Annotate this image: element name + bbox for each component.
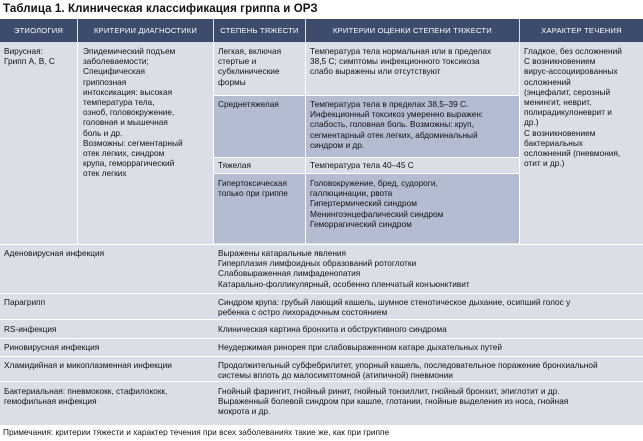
header-severity-criteria: КРИТЕРИИ ОЦЕНКИ СТЕПЕНИ ТЯЖЕСТИ	[306, 19, 519, 42]
header-course: ХАРАКТЕР ТЕЧЕНИЯ	[520, 19, 643, 42]
header-etiology: ЭТИОЛОГИЯ	[0, 19, 77, 42]
rs-infection-etiology: RS-инфекция	[4, 324, 57, 334]
column-divider	[305, 42, 306, 244]
rhinovirus-etiology: Риновирусная инфекция	[4, 342, 100, 352]
column-divider	[77, 42, 78, 244]
severity-medium: Среднетяжелая	[218, 99, 279, 109]
row-divider	[0, 319, 643, 320]
adenovirus-criteria: Выражены катаральные явления Гиперплазия лимфоидных образований ротоглотки Слабовыраженная лимфаденопатия Катарально-фолликулярный, особенно пленчатый конъюнктивит	[218, 248, 470, 289]
severity-hypertoxic: Гипертоксическая только при гриппе	[218, 178, 288, 199]
row-divider	[0, 356, 643, 357]
row-divider	[214, 95, 519, 96]
row-divider	[0, 293, 643, 294]
criteria-severe: Температура тела 40–45 С	[310, 160, 414, 170]
criteria-mild: Температура тела нормальная или в пределах 38,5 С; симптомы инфекционного токсикоза слабо выражены или отсутствуют	[310, 46, 492, 77]
row-divider	[0, 381, 643, 382]
column-divider	[519, 42, 520, 244]
header-severity: СТЕПЕНЬ ТЯЖЕСТИ	[214, 19, 305, 42]
bacterial-criteria: Гнойный фарингит, гнойный ринит, гнойный тонзиллит, гнойный бронхит, эпиглотит и др. Выраженный болевой синдром при кашле, глотании, гнойные выделения из носа, гнойная мокрота и др.	[218, 386, 569, 417]
row-divider	[0, 338, 643, 339]
row-divider	[214, 157, 519, 158]
rhinovirus-criteria: Неудержимая ринорея при слабовыраженном катаре дыхательных путей	[218, 342, 502, 352]
table-title: Таблица 1. Клиническая классификация гриппа и ОРЗ	[3, 3, 318, 15]
criteria-medium: Температура тела в пределах 38,5–39 С. Инфекционный токсикоз умеренно выражен: слабость, головная боль. Возможны: круп, сегментарный отек легких, абдоминальный синдром и др.	[310, 99, 484, 150]
severity-severe: Тяжелая	[218, 160, 251, 170]
header-diagnostics: КРИТЕРИИ ДИАГНОСТИКИ	[78, 19, 213, 42]
flu-etiology: Вирусная: Грипп А, В, С	[4, 46, 55, 67]
row-divider	[0, 244, 643, 245]
parainfluenza-etiology: Парагрипп	[4, 297, 46, 307]
footnote: Примечания: критерии тяжести и характер течения при всех заболеваниях такие же, как при гриппе	[3, 427, 390, 437]
parainfluenza-criteria: Синдром крупа: грубый лающий кашель, шумное стенотическое дыхание, осипший голос у ребенка с остро лихорадочным состоянием	[218, 297, 571, 318]
flu-course: Гладкое, без осложнений С возникновением вирус-ассоциированных осложнений (энцефалит, серозный менингит, неврит, полирадикулоневрит и др.) С возникновением бактериальных осложнений (пневмония, отит и др.)	[524, 46, 622, 169]
flu-diagnostics: Эпидемический подъем заболеваемости; Специфическая гриппозная интоксикация: высокая температура тела, озноб, головокружение, головная и мышечная боль и др. Возможны: сегментарный отек легких, синдром крупа, геморрагический отек легких	[83, 46, 183, 179]
criteria-hypertoxic: Головокружение, бред, судороги, галлюцинации, рвота Гипертермический синдром Менингоэнцефалический синдром Геморрагический синдром	[310, 178, 444, 229]
rs-infection-criteria: Клиническая картина бронхита и обструктивного синдрома	[218, 324, 447, 334]
severity-mild: Легкая, включая стертые и субклинические формы	[218, 46, 282, 87]
row-divider	[214, 173, 519, 174]
bacterial-etiology: Бактериальная: пневмококк, стафилококк, гемофильная инфекция	[4, 386, 168, 407]
column-divider	[213, 42, 214, 244]
chlamydia-etiology: Хламидийная и микоплазменная инфекции	[4, 360, 172, 370]
classification-table	[0, 19, 643, 425]
adenovirus-etiology: Аденовирусная инфекция	[4, 248, 105, 258]
chlamydia-criteria: Продолжительный субфебрилитет, упорный кашель, последовательное поражение бронхиальной системы вплоть до малосимптомной (атипичной) пневмонии	[218, 360, 598, 381]
